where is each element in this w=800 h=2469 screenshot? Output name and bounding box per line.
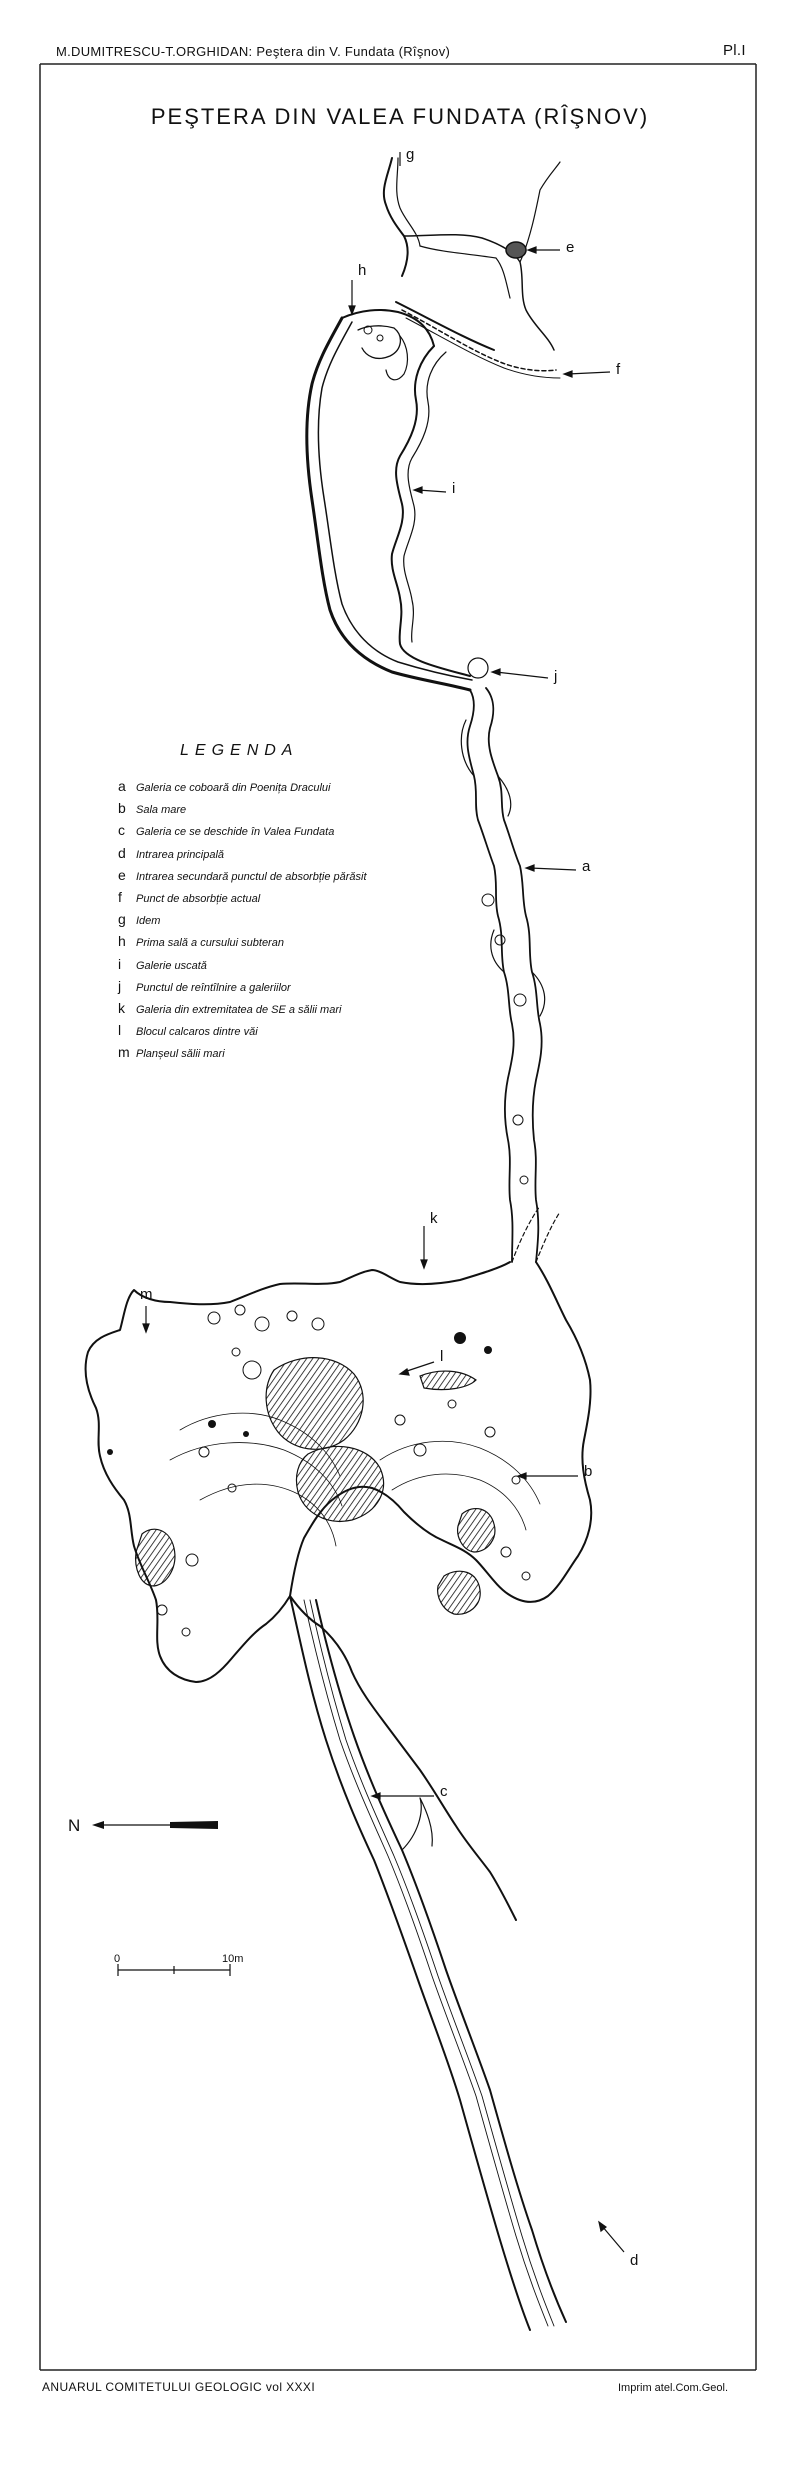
legend-item (118, 911, 408, 933)
boulder (377, 335, 383, 341)
gallery-i-left (392, 346, 470, 676)
legend-key: g (118, 911, 126, 928)
legend-text: Galerie uscată (136, 959, 207, 972)
scale-start-label: 0 (114, 1953, 121, 1965)
boulder (312, 1318, 324, 1330)
arrowhead-m (143, 1324, 149, 1332)
legend-text: Intrarea principală (136, 848, 225, 861)
upper-passage-g-2 (397, 158, 420, 246)
gallery-c-channel-2 (310, 1600, 554, 2326)
boulder (520, 1176, 528, 1184)
legend-item (118, 800, 408, 822)
boulder (395, 1415, 405, 1425)
callout-d: d (630, 2252, 639, 2269)
legend-item (118, 822, 408, 844)
arrowhead-l (400, 1369, 409, 1375)
boulder (208, 1312, 220, 1324)
boulder (232, 1348, 240, 1356)
legend-item (118, 1022, 408, 1044)
legend-key: i (118, 955, 122, 972)
boulder (414, 1444, 426, 1456)
gallery-c-left (290, 1596, 530, 2330)
legend-text: Planșeul sălii mari (136, 1048, 225, 1061)
legend-item (118, 889, 408, 911)
hall-contour-4 (380, 1441, 540, 1504)
callout-i: i (452, 480, 456, 497)
north-label: N (68, 1816, 81, 1835)
boulder (182, 1628, 190, 1636)
gallery-i-right (404, 352, 446, 642)
arrowhead-c (372, 1793, 380, 1799)
boulder (448, 1400, 456, 1408)
arrowhead-k (421, 1260, 427, 1268)
legend-item (118, 778, 408, 800)
block-l (420, 1371, 476, 1390)
first-chamber-h-2 (386, 336, 407, 380)
boulder (255, 1317, 269, 1331)
arrowhead-i (414, 487, 422, 493)
upper-chamber-e (404, 235, 554, 350)
legend-text: Punct de absorbție actual (136, 892, 261, 905)
boulder (243, 1361, 261, 1379)
legend-item (118, 867, 408, 889)
dark-boulder (243, 1431, 249, 1437)
legend-item (118, 845, 408, 867)
header-authors: M.DUMITRESCU-T.ORGHIDAN: Peştera din V. Fundata (Rîşnov) (56, 44, 451, 59)
legend-key: e (118, 866, 126, 883)
boulder (199, 1447, 209, 1457)
arrow-f (568, 372, 610, 374)
legend-key: a (118, 778, 126, 794)
north-arrow (92, 1821, 218, 1829)
arrowhead-a (526, 865, 534, 871)
legend (118, 742, 408, 1066)
sinkhole-e (506, 242, 526, 258)
footer-printer: Imprim atel.Com.Geol. (618, 2382, 729, 2394)
legend-item (118, 956, 408, 978)
boulder (495, 935, 505, 945)
legend-title: LEGENDA (180, 742, 299, 759)
callout-k: k (430, 1210, 438, 1227)
legend-key: j (118, 977, 122, 994)
boulder (482, 894, 494, 906)
dark-boulder (107, 1449, 113, 1455)
legend-text: Idem (136, 915, 161, 928)
callout-a: a (582, 858, 591, 875)
legend-text: Galeria ce coboară din Poenița Dracului (136, 782, 331, 794)
callout-e: e (566, 239, 575, 256)
map-title: PEŞTERA DIN VALEA FUNDATA (RÎŞNOV) (150, 104, 650, 129)
channel-f (402, 310, 556, 371)
gallery-c-channel (304, 1600, 548, 2326)
legend-text: Sala mare (136, 804, 187, 817)
boulder (287, 1311, 297, 1321)
boulder (522, 1572, 530, 1580)
legend-text: Prima sală a cursului subteran (136, 937, 284, 950)
legend-text: Intrarea secundară punctul de absorbție părăsit (136, 870, 367, 883)
legend-key: b (118, 800, 126, 817)
gallery-outer-left-2 (318, 322, 472, 680)
rock-block-4 (458, 1509, 495, 1552)
legend-key: c (118, 822, 125, 839)
legend-key: f (118, 888, 122, 905)
legend-text: Blocul calcaros dintre văi (136, 1026, 258, 1039)
dark-boulder (454, 1332, 466, 1344)
callout-g: g (406, 146, 415, 163)
boulder (485, 1427, 495, 1437)
arrowhead-e (528, 247, 536, 253)
arrow-a (530, 868, 576, 870)
callout-f: f (616, 361, 621, 378)
channel-f-3 (396, 302, 494, 350)
rock-block-2 (296, 1446, 383, 1521)
arrow-j (496, 672, 548, 678)
callout-j: j (554, 668, 558, 685)
arrowhead-f (564, 371, 572, 377)
rock-block-1 (266, 1358, 363, 1450)
boulder (514, 994, 526, 1006)
junction-j (468, 658, 488, 678)
legend-key: m (118, 1044, 130, 1061)
dark-boulder (484, 1346, 492, 1354)
legend-item (118, 1044, 408, 1066)
callout-c: c (440, 1783, 448, 1800)
arrowhead-j (492, 669, 500, 675)
arrow-l (404, 1362, 434, 1372)
upper-ridge (420, 246, 510, 298)
callout-h: h (358, 262, 367, 279)
gallery-a-right (486, 688, 542, 1262)
rock-block-5 (438, 1571, 481, 1614)
dark-boulder (208, 1420, 216, 1428)
legend-text: Punctul de reîntîlnire a galeriilor (136, 981, 291, 994)
rock-block-3 (136, 1529, 175, 1586)
gallery-c-alcove (402, 1798, 432, 1850)
gallery-c-right (316, 1600, 566, 2322)
legend-item (118, 1000, 408, 1022)
boulder (501, 1547, 511, 1557)
legend-text: Galeria ce se deschide în Valea Fundata (136, 826, 335, 839)
footer-journal: ANUARUL COMITETULUI GEOLOGIC vol XXXI (42, 2380, 316, 2394)
legend-key: l (118, 1022, 122, 1039)
scale-bar (118, 1964, 230, 1976)
gallery-outer-left (307, 318, 470, 690)
callout-b: b (584, 1463, 593, 1480)
boulder (157, 1605, 167, 1615)
legend-key: k (118, 999, 125, 1016)
plate-label: Pl.I (723, 42, 746, 59)
boulder (512, 1476, 520, 1484)
boulder (235, 1305, 245, 1315)
boulder (186, 1554, 198, 1566)
legend-key: h (118, 933, 126, 950)
arrow-d (602, 2226, 624, 2252)
legend-item (118, 933, 408, 955)
legend-item (118, 978, 408, 1000)
callout-l: l (440, 1348, 444, 1365)
callout-m: m (140, 1286, 153, 1303)
legend-key: d (118, 844, 126, 861)
legend-text: Galeria din extremitatea de SE a sălii mari (136, 1003, 342, 1016)
scale-end-label: 10m (222, 1953, 244, 1965)
upper-passage-g (384, 158, 408, 276)
boulder (513, 1115, 523, 1125)
